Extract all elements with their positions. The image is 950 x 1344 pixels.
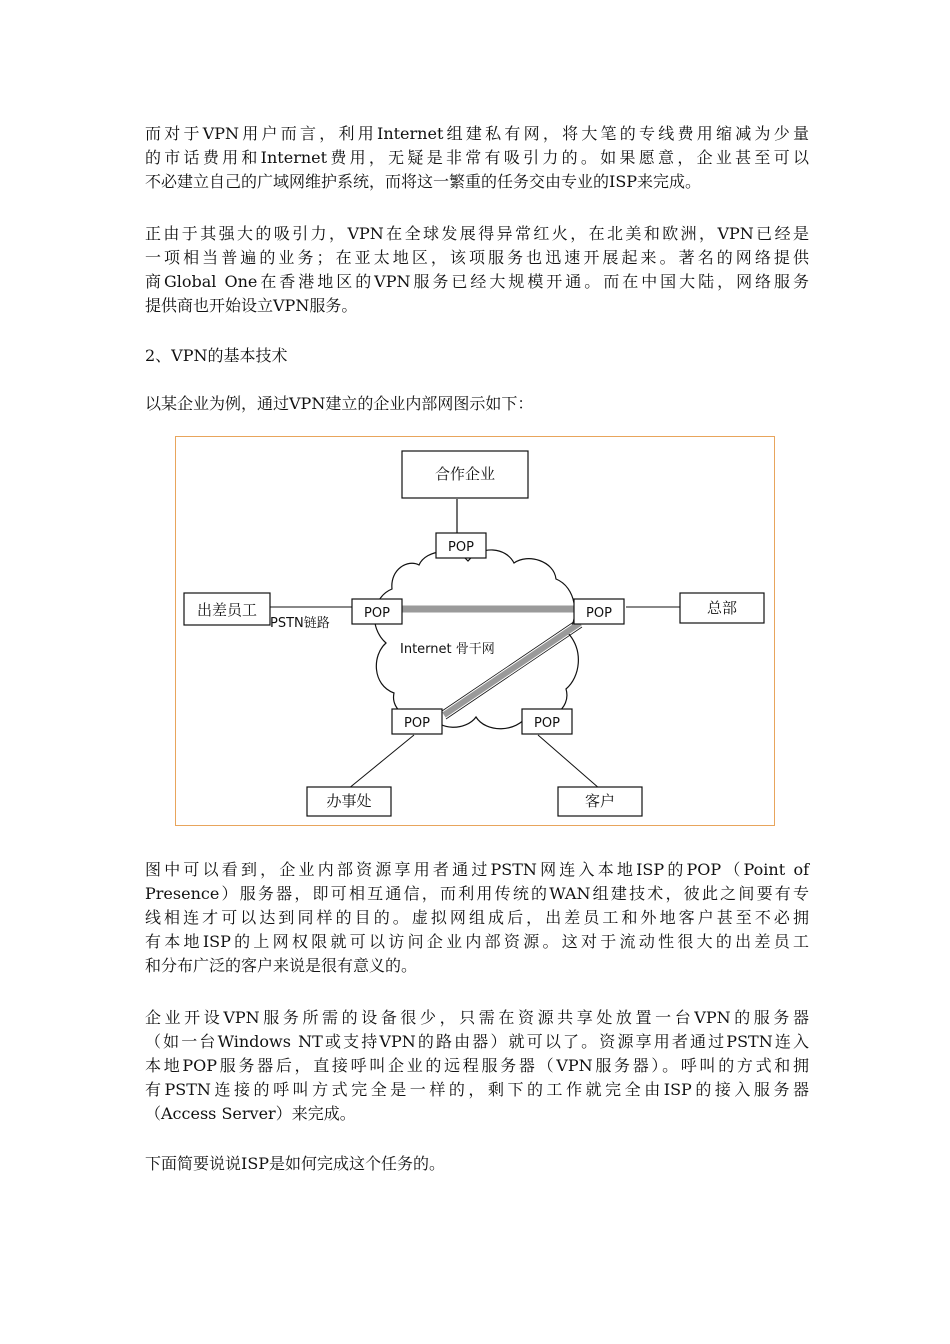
text-line: Presence）服务器，即可相互通信，而利用传统的WAN组建技术，彼此之间要有专	[145, 884, 809, 903]
paragraph-diagram-intro	[145, 392, 809, 416]
text-line: 2、VPN的基本技术	[145, 346, 288, 365]
pstn-label: PSTN链路	[270, 616, 330, 631]
text-line: 企业开设VPN服务所需的设备很少，只需在资源共享处放置一台VPN的服务器	[145, 1008, 809, 1027]
text-line: 不必建立自己的广域网维护系统，而将这一繁重的任务交由专业的ISP来完成。	[145, 172, 702, 191]
pop-top-label: POP	[448, 540, 474, 555]
partner-label: 合作企业	[434, 465, 496, 483]
paragraph-diagram-explanation	[145, 858, 809, 978]
paragraph-vpn-equipment	[145, 1006, 809, 1126]
pop-right-label: POP	[586, 606, 612, 621]
paragraph-vpn-cost	[145, 122, 809, 194]
text-line: 以某企业为例，通过VPN建立的企业内部网图示如下：	[145, 394, 534, 413]
text-line: 正由于其强大的吸引力，VPN在全球发展得异常红火，在北美和欧洲，VPN已经是	[145, 224, 809, 243]
traveler-label: 出差员工	[196, 601, 258, 619]
link-client-pop	[538, 735, 600, 789]
text-line: 有本地ISP的上网权限就可以访问企业内部资源。这对于流动性很大的出差员工	[145, 932, 809, 951]
section-heading	[145, 344, 809, 368]
text-line: 图中可以看到，企业内部资源享用者通过PSTN网连入本地ISP的POP（Point of	[145, 860, 809, 879]
paragraph-vpn-growth	[145, 222, 809, 318]
text-line: 有PSTN连接的呼叫方式完全是一样的，剩下的工作就完全由ISP的接入服务器	[145, 1080, 809, 1099]
text-line: 下面简要说说ISP是如何完成这个任务的。	[145, 1154, 446, 1173]
client-label: 客户	[584, 792, 616, 810]
text-line: 商Global One在香港地区的VPN服务已经大规模开通。而在中国大陆，网络服务	[145, 272, 809, 291]
text-line: （如一台Windows NT或支持VPN的路由器）就可以了。资源享用者通过PSTN连入	[145, 1032, 809, 1051]
vpn-network-diagram	[175, 436, 775, 826]
hq-label: 总部	[706, 599, 738, 617]
text-line: 一项相当普遍的业务；在亚太地区，该项服务也迅速开展起来。著名的网络提供	[145, 248, 809, 267]
text-line: 而对于VPN用户而言，利用Internet组建私有网，将大笔的专线费用缩减为少量	[145, 124, 809, 143]
diagram-svg	[176, 437, 774, 825]
text-line: 和分布广泛的客户来说是很有意义的。	[145, 956, 418, 975]
text-line: 线相连才可以达到同样的目的。虚拟网组成后，出差员工和外地客户甚至不必拥	[145, 908, 809, 927]
pop-bottom-left-label: POP	[404, 716, 430, 731]
text-line: 本地POP服务器后，直接呼叫企业的远程服务器（VPN服务器）。呼叫的方式和拥	[145, 1056, 809, 1075]
paragraph-isp-intro	[145, 1152, 809, 1176]
pop-bottom-right-label: POP	[534, 716, 560, 731]
text-line: 的市话费用和Internet费用，无疑是非常有吸引力的。如果愿意，企业甚至可以	[145, 148, 809, 167]
text-line: （Access Server）来完成。	[145, 1104, 356, 1123]
pop-left-label: POP	[364, 606, 390, 621]
text-line: 提供商也开始设立VPN服务。	[145, 296, 358, 315]
internet-label: Internet 骨干网	[400, 642, 495, 657]
office-label: 办事处	[326, 792, 372, 810]
link-office-pop	[348, 735, 414, 789]
